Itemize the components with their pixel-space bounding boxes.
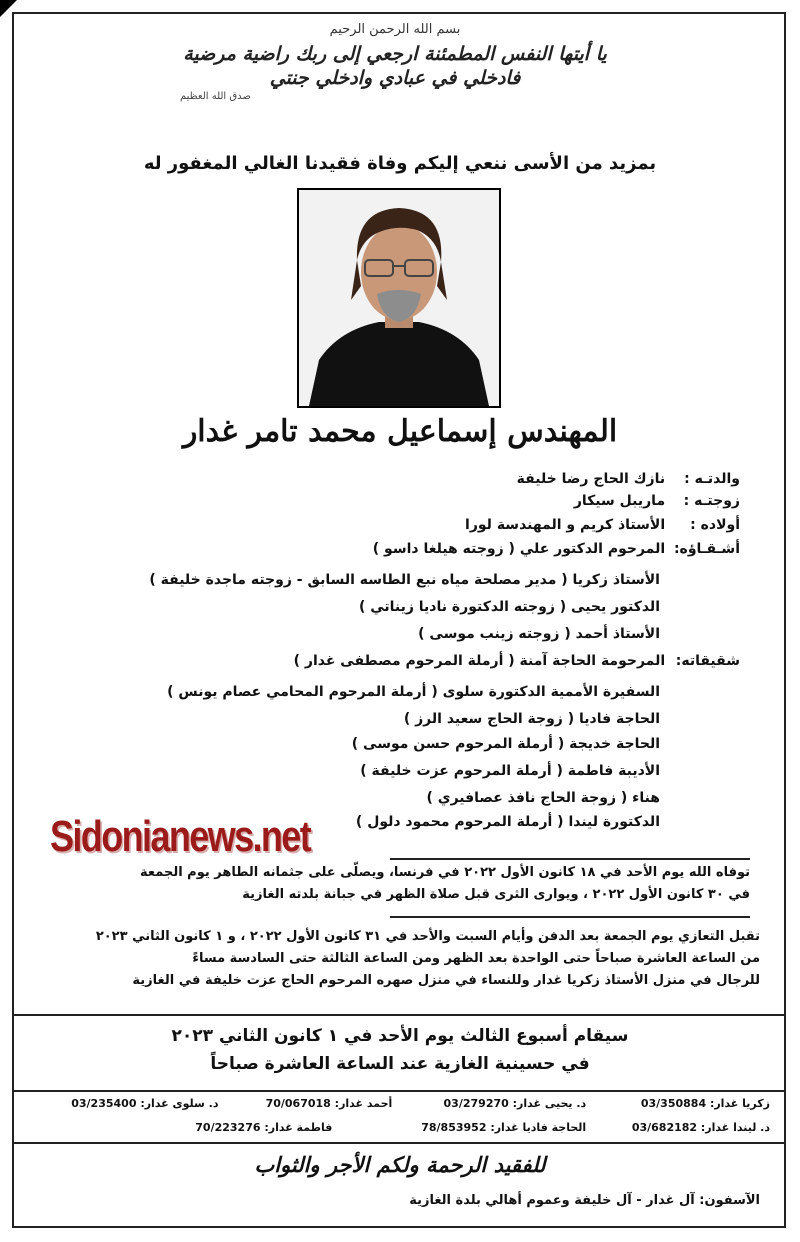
- relative-row: [352, 735, 660, 753]
- verse-line-2: فادخلي في عبادي وادخلي جنتي: [269, 67, 521, 89]
- relative-row: [426, 789, 660, 807]
- divider: [14, 1090, 784, 1092]
- relative-label: شقيقاته:: [675, 653, 740, 669]
- portrait-illustration: [299, 190, 499, 406]
- intro-line: بمزيد من الأسى ننعي إليكم وفاة فقيدنا الغالي المغفور له: [143, 153, 657, 174]
- mourners-line: الآسفون: آل غدار - آل خليفة وعموم أهالي بلدة الغازية: [409, 1193, 760, 1208]
- deceased-name: المهندس إسماعيل محمد تامر غدار: [182, 414, 618, 449]
- relative-text: الأديبة فاطمة ( أرملة المرحوم عزت خليفة ): [360, 763, 660, 779]
- verse-line-1: يا أيتها النفس المطمئنة ارجعي إلى ربك راضية مرضية: [183, 43, 607, 65]
- condolences-line-3: للرجال في منزل الأستاذ زكريا غدار وللنساء في منزل صهره المرحوم الحاج عزت خليفة في الغازية: [132, 973, 760, 988]
- death-notice-line-1: توفاه الله يوم الأحد في ١٨ كانون الأول ٢٠٢٢ في فرنسا، ويصلّى على جثمانه الطاهر يوم الجمعة: [140, 865, 750, 880]
- relative-text: الأستاذ كريم و المهندسة لورا: [465, 517, 666, 533]
- relative-text: هناء ( زوجة الحاج نافذ عصافيري ): [426, 790, 660, 806]
- phone-entry: د. ليندا غدار: 03/682182: [631, 1121, 770, 1134]
- relative-row: [574, 492, 740, 510]
- relative-text: ماريبل سيكار: [573, 493, 666, 509]
- phone-entry: الحاجة فاديا غدار: 78/853952: [421, 1121, 587, 1134]
- condolences-line-2: من الساعة العاشرة صباحاً حتى الواحدة بعد الظهر ومن الساعة الثالثة حتى السادسة مساءً: [192, 951, 760, 966]
- divider: [390, 858, 750, 860]
- death-notice: [50, 862, 750, 906]
- divider: [390, 916, 750, 918]
- relative-label: أشـقـاؤه:: [673, 541, 740, 557]
- phones-row-1: [30, 1097, 770, 1110]
- divider: [14, 1142, 784, 1144]
- deceased-photo: [297, 188, 501, 408]
- closing-prayer: للفقيد الرحمة ولكم الأجر والثواب: [254, 1152, 546, 1177]
- relative-label: أولاده :: [690, 517, 740, 533]
- sadaq: صدق الله العظيم: [180, 91, 251, 102]
- phone-entry: د. يحيى غدار: 03/279270: [443, 1097, 587, 1110]
- relative-text: الدكتورة ليندا ( أرملة المرحوم محمود دلول ): [355, 814, 660, 830]
- condolences: [30, 926, 760, 992]
- basmala: بسم الله الرحمن الرحيم: [329, 22, 461, 37]
- relative-row: [404, 710, 660, 728]
- relative-row: [517, 470, 740, 488]
- watermark-logo: Sidonianews.net: [50, 812, 311, 861]
- relative-row: [149, 571, 660, 589]
- relative-row: [360, 762, 660, 780]
- relative-text: الأستاذ أحمد ( زوجته زينب موسى ): [418, 626, 660, 642]
- phone-entry: زكريا غدار: 03/350884: [640, 1097, 770, 1110]
- quran-header: [180, 22, 610, 102]
- relative-row: [465, 516, 740, 534]
- relative-label: والدتـه :: [684, 471, 740, 487]
- relative-row: [167, 683, 660, 701]
- phones-row-2: [30, 1121, 770, 1134]
- seventh-day-line-2: في حسينية الغازية عند الساعة العاشرة صباحاً: [210, 1054, 590, 1074]
- relative-text: الحاجة فاديا ( زوجة الحاج سعيد الرز ): [403, 711, 660, 727]
- seventh-day-line-1: سيقام أسبوع الثالث يوم الأحد في ١ كانون الثاني ٢٠٢٣: [171, 1026, 629, 1046]
- relative-row: [373, 540, 740, 558]
- relative-text: الحاجة خديجة ( أرملة المرحوم حسن موسى ): [351, 736, 660, 752]
- relative-text: نازك الحاج رضا خليفة: [516, 471, 666, 487]
- relative-row: [418, 625, 660, 643]
- phone-entry: د. سلوى غدار: 03/235400: [71, 1097, 219, 1110]
- relative-text: السفيرة الأممية الدكتورة سلوى ( أرملة المرحوم المحامي عصام يونس ): [167, 684, 660, 700]
- phone-entry: أحمد غدار: 70/067018: [265, 1097, 393, 1110]
- relative-row: [356, 813, 660, 831]
- relative-row: [359, 598, 660, 616]
- relative-text: المرحومة الحاجة آمنة ( أرملة المرحوم مصطفى غدار ): [293, 653, 666, 669]
- relative-text: الدكتور يحيى ( زوجته الدكتورة ناديا زيناتي ): [358, 599, 660, 615]
- condolences-line-1: تقبل التعازي يوم الجمعة بعد الدفن وأيام السبت والأحد في ٣١ كانون الأول ٢٠٢٢ ، و ١ كانون الثاني ٢٠٢٣: [95, 929, 760, 944]
- relative-label: زوجتـه :: [683, 493, 740, 509]
- seventh-day-notice: [30, 1022, 770, 1078]
- relative-text: المرحوم الدكتور علي ( زوجته هيلغا داسو ): [372, 541, 666, 557]
- relative-row: [294, 652, 740, 670]
- divider: [14, 1014, 784, 1016]
- death-notice-line-2: في ٣٠ كانون الأول ٢٠٢٢ ، ويوارى الثرى قبل صلاة الظهر في جبانة بلدته الغازية: [242, 887, 750, 902]
- relative-text: الأستاذ زكريا ( مدير مصلحة مياه نبع الطاسه السابق - زوجته ماجدة خليفة ): [149, 572, 660, 588]
- phone-entry: فاطمة غدار: 70/223276: [195, 1121, 333, 1134]
